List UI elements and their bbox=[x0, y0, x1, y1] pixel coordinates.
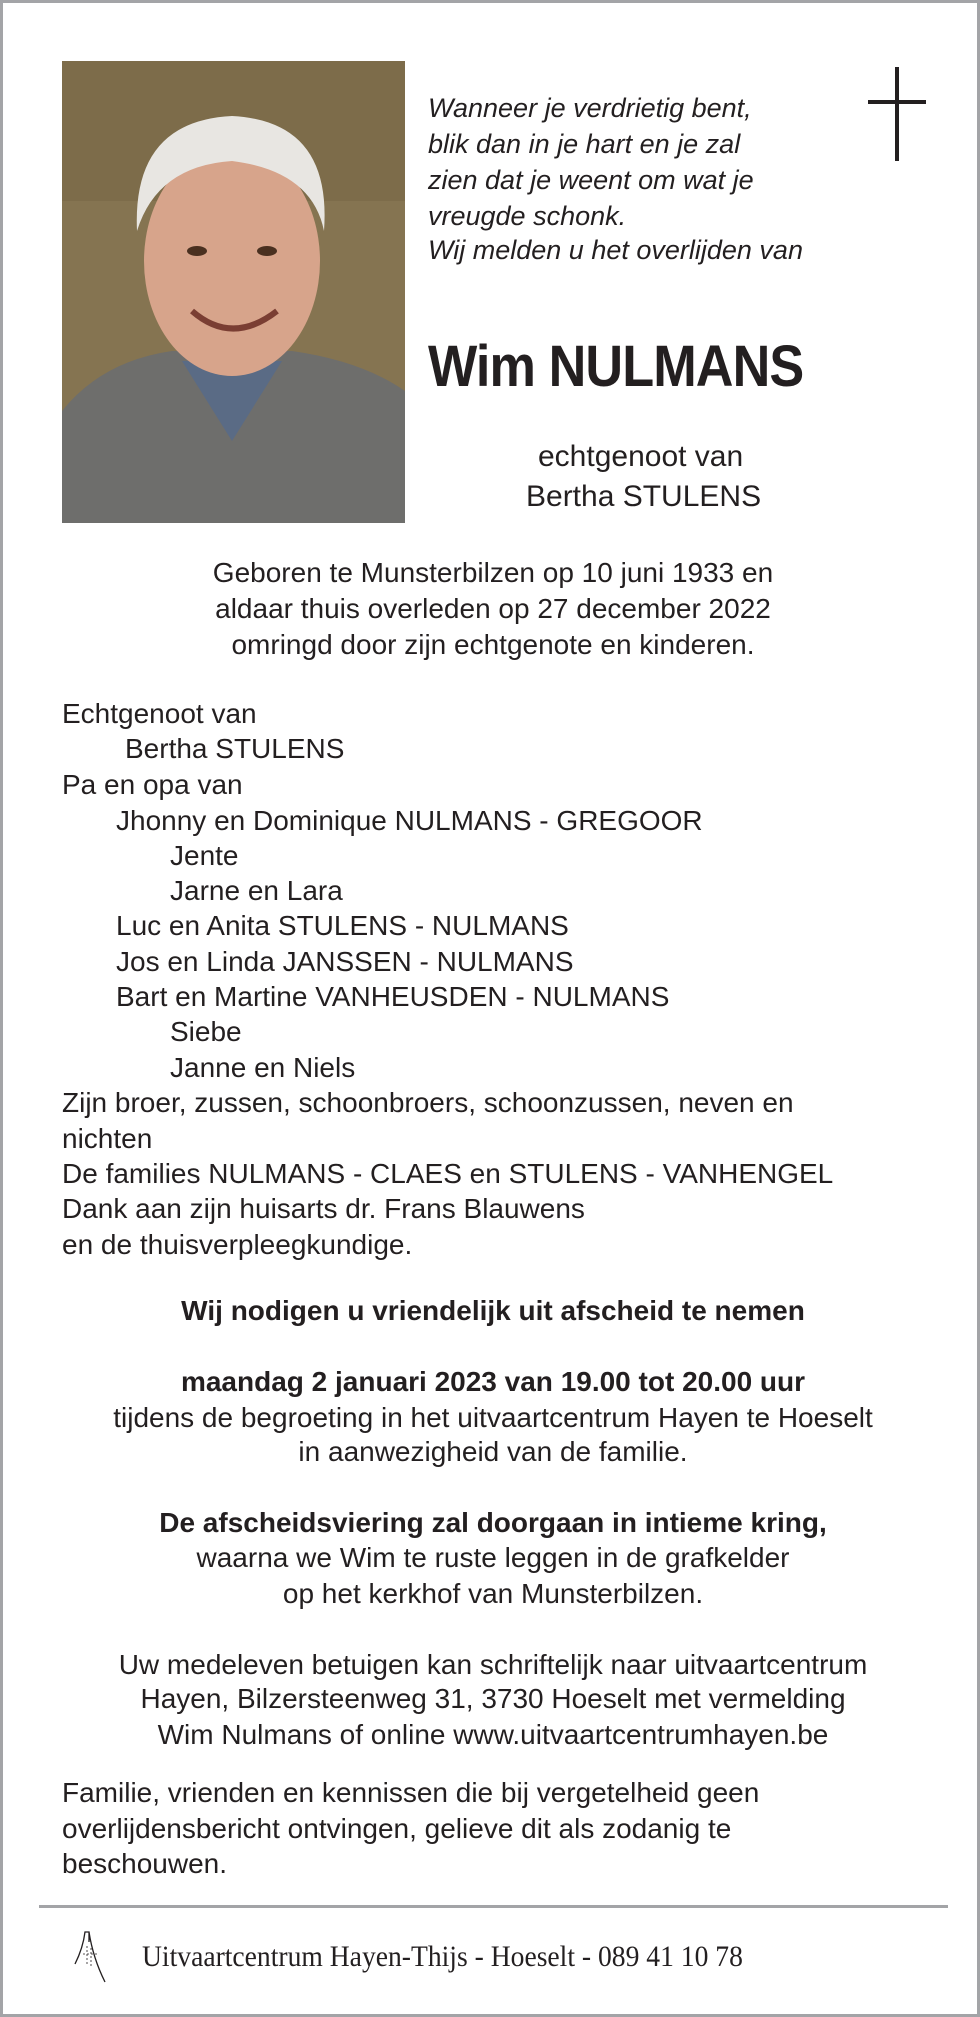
funeral-home-contact: Uitvaartcentrum Hayen-Thijs - Hoeselt - 089 41 10 78 bbox=[142, 1940, 743, 1973]
family-line: Jos en Linda JANSSEN - NULMANS bbox=[116, 946, 574, 977]
visitation-line: maandag 2 januari 2023 van 19.00 tot 20.00 uur bbox=[180, 1366, 806, 1397]
condolence-line: Hayen, Bilzersteenweg 31, 3730 Hoeselt met vermelding bbox=[140, 1683, 846, 1714]
poem-line: Wij melden u het overlijden van bbox=[428, 235, 803, 265]
poem-line: Wanneer je verdrietig bent, bbox=[428, 93, 752, 123]
info-line: omringd door zijn echtgenote en kinderen. bbox=[231, 629, 755, 660]
ceremony-line: waarna we Wim te ruste leggen in de grafkelder bbox=[196, 1542, 790, 1573]
poem-line: vreugde schonk. bbox=[428, 201, 627, 231]
family-line: en de thuisverpleegkundige. bbox=[62, 1229, 413, 1260]
family-line: Dank aan zijn huisarts dr. Frans Blauwens bbox=[62, 1193, 585, 1224]
notice-line: beschouwen. bbox=[62, 1848, 228, 1879]
cross-icon bbox=[867, 67, 927, 161]
ceremony-line: op het kerkhof van Munsterbilzen. bbox=[282, 1578, 704, 1609]
family-line: Siebe bbox=[170, 1016, 242, 1047]
family-line: Jente bbox=[170, 840, 239, 871]
deceased-name: Wim NULMANS bbox=[428, 334, 804, 399]
family-line: Jhonny en Dominique NULMANS - GREGOOR bbox=[116, 805, 703, 836]
family-line: Janne en Niels bbox=[170, 1052, 356, 1083]
family-line: Echtgenoot van bbox=[62, 698, 257, 729]
invitation-heading: Wij nodigen u vriendelijk uit afscheid te nemen bbox=[181, 1295, 805, 1326]
portrait-photo bbox=[62, 61, 405, 523]
family-line: Bart en Martine VANHEUSDEN - NULMANS bbox=[116, 981, 670, 1012]
info-line: Geboren te Munsterbilzen op 10 juni 1933 en bbox=[212, 557, 774, 588]
family-line: Luc en Anita STULENS - NULMANS bbox=[116, 910, 569, 941]
spouse-label: echtgenoot van bbox=[538, 440, 744, 473]
notice-line: Familie, vrienden en kennissen die bij vergetelheid geen bbox=[62, 1777, 760, 1808]
family-line: Jarne en Lara bbox=[170, 875, 343, 906]
family-line: Pa en opa van bbox=[62, 769, 243, 800]
family-line: Bertha STULENS bbox=[125, 733, 345, 764]
divider bbox=[39, 1905, 948, 1908]
funeral-home-logo-icon bbox=[71, 1928, 127, 1984]
notice-line: overlijdensbericht ontvingen, gelieve dit als zodanig te bbox=[62, 1813, 732, 1844]
family-line: De families NULMANS - CLAES en STULENS - VANHENGEL bbox=[62, 1158, 834, 1189]
visitation-line: in aanwezigheid van de familie. bbox=[298, 1436, 688, 1467]
family-line: Zijn broer, zussen, schoonbroers, schoonzussen, neven en bbox=[62, 1087, 794, 1118]
info-line: aldaar thuis overleden op 27 december 2022 bbox=[215, 593, 771, 624]
ceremony-line: De afscheidsviering zal doorgaan in intieme kring, bbox=[159, 1507, 827, 1538]
condolence-line: Uw medeleven betuigen kan schriftelijk naar uitvaartcentrum bbox=[118, 1649, 868, 1680]
spouse-name: Bertha STULENS bbox=[526, 480, 762, 513]
poem-line: blik dan in je hart en je zal bbox=[428, 129, 741, 159]
condolence-line: Wim Nulmans of online www.uitvaartcentrumhayen.be bbox=[157, 1719, 829, 1750]
poem-line: zien dat je weent om wat je bbox=[428, 165, 754, 195]
visitation-line: tijdens de begroeting in het uitvaartcentrum Hayen te Hoeselt bbox=[113, 1402, 873, 1433]
family-line: nichten bbox=[62, 1123, 153, 1154]
